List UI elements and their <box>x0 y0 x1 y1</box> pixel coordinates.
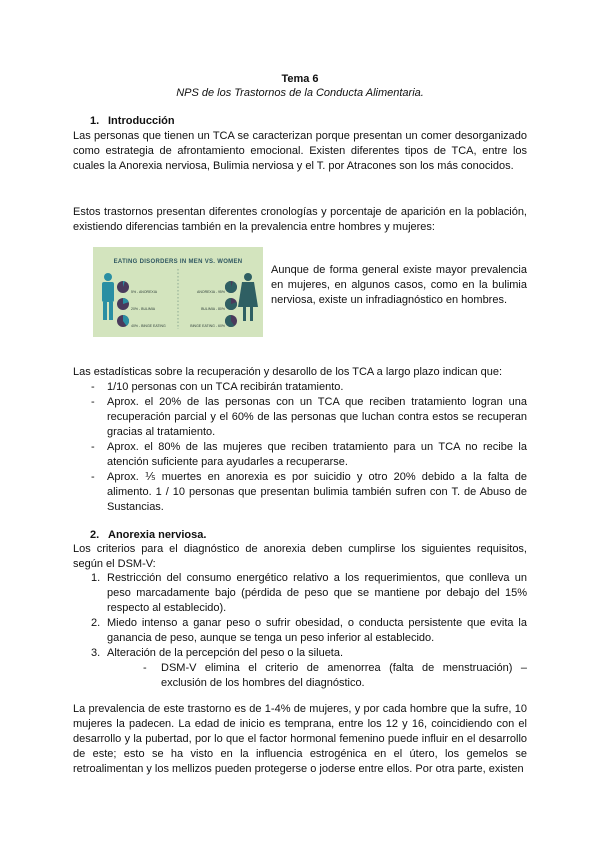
women-stat-binge: BINGE EATING - 60% <box>190 324 225 328</box>
criteria-number: 2. <box>91 617 101 629</box>
page-subtitle: NPS de los Trastornos de la Conducta Alimentaria. <box>176 87 424 99</box>
section-1-heading <box>90 114 175 129</box>
women-stat-anorexia: ANOREXIA - 95% <box>196 290 225 294</box>
criteria-text: Restricción del consumo energético relativo a los requerimientos, que conlleva un peso marcadamente bajo (pérdida de peso que se mantiene por debajo del 15% respecto al establecido). <box>107 572 527 614</box>
page-title: Tema 6 <box>281 73 319 85</box>
prevalence-paragraph: La prevalencia de este trastorno es de 1-4% de mujeres, y por cada hombre que la sufre, 10 mujeres la padecen. La edad de inicio es temprana, entre los 12 y 16, coincidiendo con el desarrollo y la pubertad, por lo que el factor hormonal femenino puede influir en el desarrollo de este; esto se ha visto en la influencia estrogénica en el útero, los gemelos se retroalimentan y los mellizos pueden protegerse o joderse entre ellos. Por otra parte, existen <box>73 703 527 775</box>
sub-bullet: - DSM-V elimina el criterio de amenorrea (falta de menstruación) – exclusión de los hombres del diagnóstico. <box>107 661 527 691</box>
list-item: - 1/10 personas con un TCA recibirán tratamiento. <box>73 380 527 395</box>
section-2-title: Anorexia nerviosa. <box>108 529 207 541</box>
statistics-intro: Las estadísticas sobre la recuperación y desarollo de los TCA a largo plazo indican que: <box>73 366 503 378</box>
men-stat-bulimia: 20% - BULIMIA <box>131 307 156 311</box>
criteria-text: Miedo intenso a ganar peso o sufrir obesidad, o conducta persistente que evita la ganancia de peso, aunque se tenga un peso inferior al establecido. <box>107 617 527 644</box>
intro-paragraph: Las personas que tienen un TCA se caracterizan porque presentan un comer desorganizado como estrategia de afrontamiento emocional. Existen diferentes tipos de TCA, entre los cuales la Anorexia nerviosa, Bulimia nerviosa y el T. por Atracones son los más conocidos. <box>73 130 527 172</box>
criteria-text: Alteración de la percepción del peso o la silueta. <box>107 647 344 659</box>
men-stat-binge: 40% - BINGE EATING <box>131 324 166 328</box>
list-item: - Aprox. ⅕ muertes en anorexia es por suicidio y otro 20% debido a la falta de alimento. 1 / 10 personas que presentan bulimia también sufren con T. de Abuso de Sustancias. <box>73 470 527 515</box>
men-stat-anorexia: 5% - ANOREXIA <box>131 290 158 294</box>
list-item <box>73 571 527 616</box>
infographic-title: EATING DISORDERS IN MEN VS. WOMEN <box>113 259 243 265</box>
section-2-number: 2. <box>90 529 100 541</box>
list-item <box>73 616 527 646</box>
list-item: - Aprox. el 20% de las personas con un TCA que reciben tratamiento logran una recuperación parcial y el 60% de las personas que luchan contra estos se recuperan gracias al tratamiento. <box>73 395 527 440</box>
criteria-list <box>73 571 527 691</box>
section-1-title: Introducción <box>108 115 175 127</box>
woman-figure-icon <box>238 273 258 321</box>
statistics-list <box>73 380 527 515</box>
prevalence-side-text: Aunque de forma general existe mayor prevalencia en mujeres, en algunos casos, como en la bulimia nerviosa, existe un infradiagnóstico en hombres. <box>271 264 527 306</box>
list-item <box>73 646 527 691</box>
women-stat-bulimia: BULIMIA - 80% <box>201 307 225 311</box>
list-item: - Aprox. el 80% de las mujeres que reciben tratamiento para un TCA no recibe la atención suficiente para ayudarles a recuperarse. <box>73 440 527 470</box>
section-2-heading <box>90 528 206 543</box>
criteria-number: 1. <box>91 572 101 584</box>
men-pie-icons <box>117 281 129 327</box>
section-1-number: 1. <box>90 115 100 127</box>
chronology-paragraph: Estos trastornos presentan diferentes cronologías y porcentaje de aparición en la población, existiendo diferencias también en la prevalencia entre hombres y mujeres: <box>73 206 527 233</box>
eating-disorders-infographic <box>93 247 263 337</box>
women-pie-icons <box>225 281 237 327</box>
criteria-intro: Los criterios para el diagnóstico de anorexia deben cumplirse los siguientes requisitos, según el DSM-V: <box>73 543 527 570</box>
infographic-figures <box>93 247 263 337</box>
man-figure-icon <box>102 273 114 320</box>
criteria-number: 3. <box>91 647 101 659</box>
